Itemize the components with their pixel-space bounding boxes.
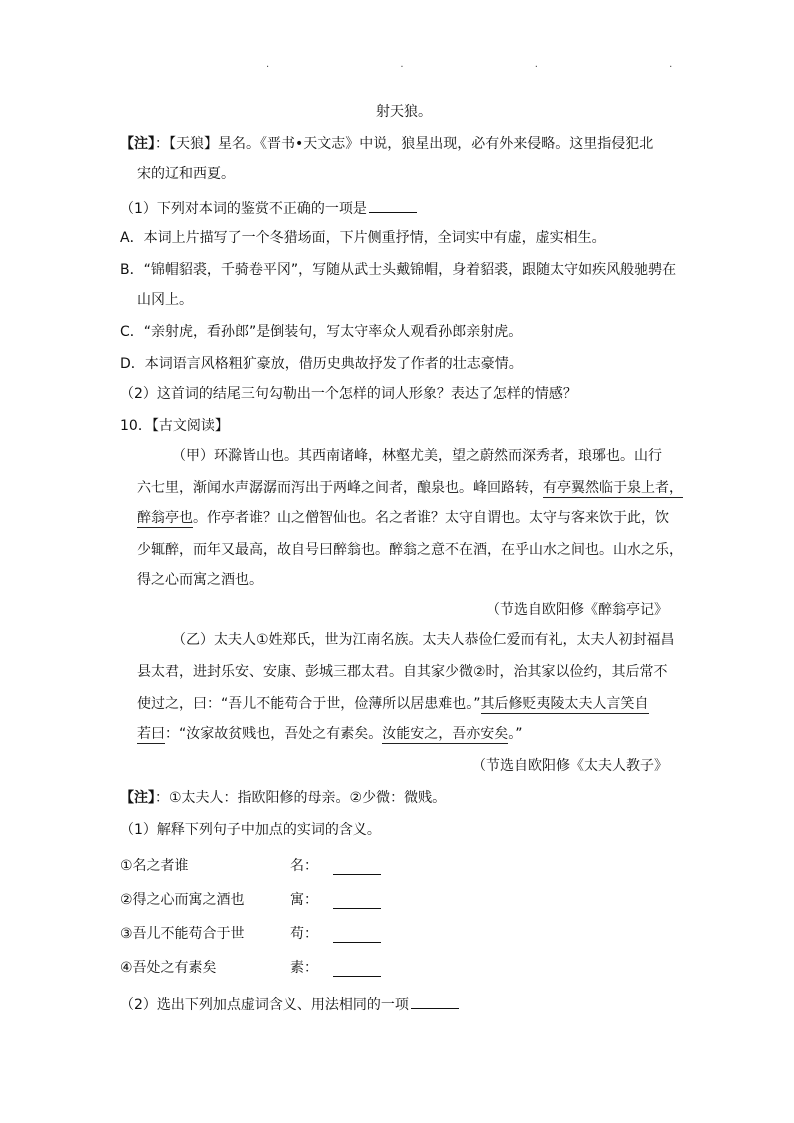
- underlined-sentence: 其后修贬夷陵太夫人言笑自: [480, 696, 649, 712]
- passage-a-text: 。作亭者谁？山之僧智仙也。名之者谁？太守自谓也。太守与客来饮于此，饮: [193, 510, 669, 526]
- passage-a-line5: 得之心而寓之酒也。: [137, 572, 263, 588]
- passage-b-text: ：“汝家故贫贱也，吾处之有素矣。: [165, 726, 383, 742]
- passage-a-text: 六七里，渐闻水声潺潺而泻出于两峰之间者，酿泉也。峰回路转，: [137, 480, 543, 496]
- underlined-sentence: 醉翁亭也: [137, 510, 193, 526]
- item-sentence: ④吾处之有素矣: [120, 960, 217, 976]
- passage-a-line4: 少辄醉，而年又最高，故自号曰醉翁也。醉翁之意不在酒，在乎山水之间也。山水之乐，: [137, 542, 683, 558]
- item-word: 苟：: [290, 926, 318, 942]
- underlined-sentence: 有亭翼然临于泉上者，: [543, 480, 683, 496]
- underlined-sentence: 若曰: [137, 726, 165, 742]
- note1-text: ：【天狼】星名。《晋书•天文志》中说，狼星出现，必有外来侵略。这里指侵犯北: [155, 136, 654, 152]
- item-sentence: ①名之者谁: [120, 858, 189, 874]
- poem-end-line: 射天狼。: [376, 104, 432, 120]
- passage-b-line3: [137, 694, 649, 714]
- option-c: C．“亲射虎，看孙郎”是倒装句，写太守率众人观看孙郎亲射虎。: [120, 324, 523, 340]
- answer-blank[interactable]: [333, 856, 381, 875]
- item-sentence: ②得之心而寓之酒也: [120, 892, 245, 908]
- note1-line2: 宋的辽和西夏。: [137, 166, 235, 182]
- question10-1: （1）解释下列句子中加点的实词的含义。: [120, 822, 381, 838]
- option-d: D．本词语言风格粗犷豪放，借历史典故抒发了作者的壮志豪情。: [120, 356, 523, 372]
- question10-2: [120, 994, 459, 1015]
- option-a: A．本词上片描写了一个冬猎场面，下片侧重抒情，全词实中有虚，虚实相生。: [120, 230, 606, 246]
- header-dots: · · · ·: [266, 62, 737, 73]
- note1-line1: [120, 134, 653, 154]
- answer-blank[interactable]: [411, 994, 459, 1009]
- question1-text: （1）下列对本词的鉴赏不正确的一项是: [120, 201, 367, 217]
- note2-text: ：①太夫人：指欧阳修的母亲。②少微：微贱。: [155, 790, 447, 806]
- option-b-line1: B．“锦帽貂裘，千骑卷平冈”，写随从武士头戴锦帽，身着貂裘，跟随太守如疾风般驰骋在: [120, 262, 677, 278]
- passage-b-text: 。”: [508, 726, 523, 742]
- item-sentence: ③吾儿不能苟合于世: [120, 926, 245, 942]
- question10-2-text: （2）选出下列加点虚词含义、用法相同的一项: [120, 997, 409, 1013]
- note2-line: [120, 788, 446, 808]
- item-word: 素：: [290, 960, 318, 976]
- answer-blank[interactable]: [333, 958, 381, 977]
- answer-blank[interactable]: [333, 890, 381, 909]
- passage-a-line2: [137, 478, 683, 498]
- passage-a-line3: [137, 508, 669, 528]
- passage-b-text: 使过之，曰：“吾儿不能苟合于世，俭薄所以居患难也。”: [137, 696, 481, 712]
- note1-label: 【注】: [120, 136, 155, 152]
- passage-a-line1: （甲）环滁皆山也。其西南诸峰，林壑尤美，望之蔚然而深秀者，琅琊也。山行: [172, 448, 662, 464]
- question2: （2）这首词的结尾三句勾勒出一个怎样的词人形象？表达了怎样的情感？: [120, 386, 577, 402]
- passage-b-line2: 县太君，进封乐安、安康、彭城三郡太君。自其家少微②时，治其家以俭约，其后常不: [137, 664, 668, 680]
- item-word: 寓：: [290, 892, 318, 908]
- option-b-line2: 山冈上。: [137, 292, 193, 308]
- passage-b-line1: （乙）太夫人①姓郑氏，世为江南名族。太夫人恭俭仁爱而有礼，太夫人初封福昌: [172, 632, 675, 648]
- passage-b-line4: [137, 724, 523, 744]
- passage-b-source: （节选自欧阳修《太夫人教子》: [472, 758, 668, 774]
- passage-a-source: （节选自欧阳修《醉翁亭记》: [486, 602, 668, 618]
- underlined-sentence: 汝能安之，吾亦安矣: [382, 726, 509, 742]
- answer-blank[interactable]: [369, 198, 417, 213]
- question1: [120, 198, 417, 219]
- item-word: 名：: [290, 858, 318, 874]
- note2-label: 【注】: [120, 790, 155, 806]
- section10-heading: 10．【古文阅读】: [120, 418, 229, 434]
- answer-blank[interactable]: [333, 924, 381, 943]
